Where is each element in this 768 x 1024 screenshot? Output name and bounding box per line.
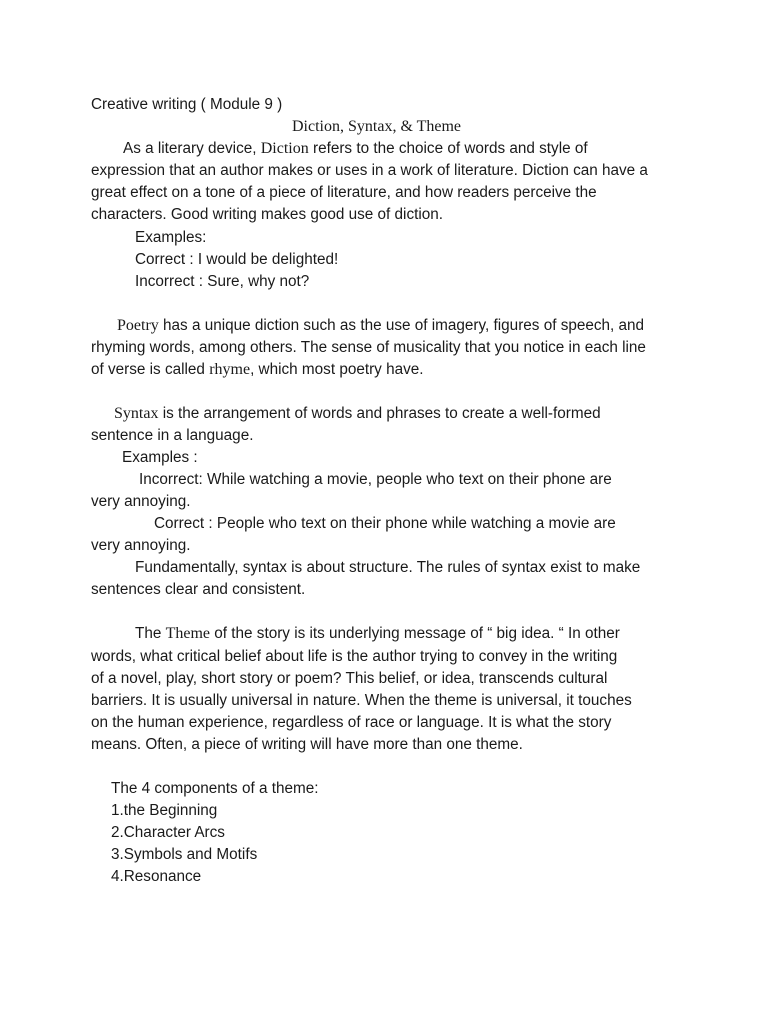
syntax-term: Syntax (114, 405, 159, 422)
poetry-line-3-prefix: of verse is called (91, 361, 210, 378)
poetry-paragraph-line-2: rhyming words, among others. The sense of musicality that you notice in each line (91, 339, 646, 356)
module-label: Creative writing ( Module 9 ) (91, 96, 283, 113)
syntax-examples-label: Examples : (122, 449, 198, 466)
theme-line-1-suffix: of the story is its underlying message of “ big idea. “ In other (210, 625, 620, 642)
syntax-fundamental-line-2: sentences clear and consistent. (91, 581, 306, 598)
diction-example-incorrect: Incorrect : Sure, why not? (135, 273, 310, 290)
document-title: Diction, Syntax, & Theme (292, 118, 462, 135)
diction-line-1-suffix: refers to the choice of words and style of (308, 140, 588, 157)
syntax-example-correct-line-1: Correct : People who text on their phone while watching a movie are (154, 515, 616, 532)
diction-term: Diction (260, 140, 309, 157)
syntax-line-1-suffix: is the arrangement of words and phrases to create a well-formed (158, 405, 601, 422)
syntax-paragraph-line-2: sentence in a language. (91, 427, 254, 444)
diction-example-correct: Correct : I would be delighted! (135, 251, 339, 268)
syntax-fundamental-line-1: Fundamentally, syntax is about structure. The rules of syntax exist to make (135, 559, 641, 576)
theme-term: Theme (165, 625, 211, 642)
list-item: 2.Character Arcs (111, 824, 225, 841)
poetry-paragraph-line-3 (91, 359, 424, 381)
diction-paragraph-line-4: characters. Good writing makes good use of diction. (91, 206, 444, 223)
syntax-paragraph-line-1 (114, 403, 601, 425)
theme-paragraph-line-5: on the human experience, regardless of race or language. It is what the story (91, 714, 612, 731)
syntax-example-incorrect-line-1: Incorrect: While watching a movie, people who text on their phone are (139, 471, 612, 488)
theme-paragraph-line-1 (135, 623, 620, 645)
theme-paragraph-line-3: of a novel, play, short story or poem? This belief, or idea, transcends cultural (91, 670, 608, 687)
theme-paragraph-line-2: words, what critical belief about life is the author trying to convey in the writing (91, 648, 618, 665)
theme-paragraph-line-4: barriers. It is usually universal in nature. When the theme is universal, it touches (91, 692, 632, 709)
diction-paragraph-line-3: great effect on a tone of a piece of literature, and how readers perceive the (91, 184, 597, 201)
poetry-line-3-suffix: , which most poetry have. (250, 361, 424, 378)
components-heading: The 4 components of a theme: (111, 780, 319, 797)
poetry-line-1-suffix: has a unique diction such as the use of imagery, figures of speech, and (158, 317, 645, 334)
diction-line-1-prefix: As a literary device, (123, 140, 261, 157)
theme-line-1-prefix: The (135, 625, 166, 642)
list-item: 4.Resonance (111, 868, 202, 885)
poetry-paragraph-line-1 (117, 315, 644, 337)
list-item: 3.Symbols and Motifs (111, 846, 258, 863)
syntax-example-incorrect-line-2: very annoying. (91, 493, 191, 510)
syntax-example-correct-line-2: very annoying. (91, 537, 191, 554)
diction-paragraph-line-1 (123, 138, 588, 160)
list-item: 1.the Beginning (111, 802, 218, 819)
diction-paragraph-line-2: expression that an author makes or uses in a work of literature. Diction can have a (91, 162, 648, 179)
theme-paragraph-line-6: means. Often, a piece of writing will have more than one theme. (91, 736, 523, 753)
diction-examples-label: Examples: (135, 229, 207, 246)
rhyme-term: rhyme (209, 361, 251, 378)
poetry-term: Poetry (117, 317, 159, 334)
